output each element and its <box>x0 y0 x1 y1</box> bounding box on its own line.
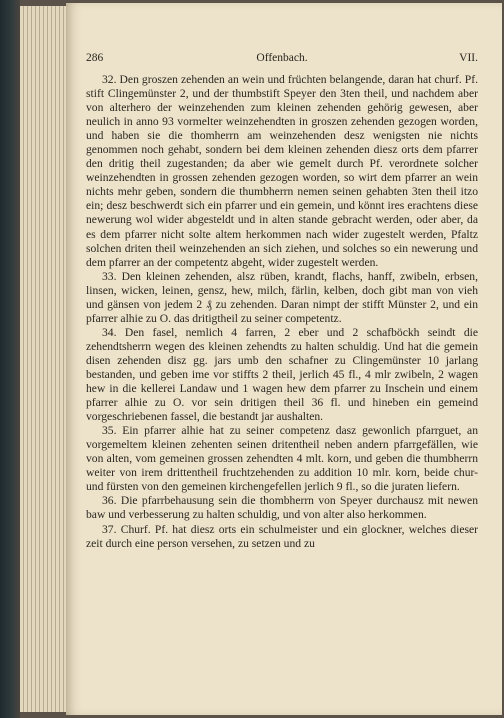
running-title: Offenbach. <box>256 52 308 64</box>
book-binding <box>0 0 20 718</box>
paragraph-33: 33. Den kleinen zehenden, alsz rüben, krandt, flachs, hanff, zwibeln, erbsen, linsen, wicken, leinen, gensz, hew, milch, färlin, kelben, doch gibt man von vieh und gänsen von jedem 2 ₰ zu zehenden. Daran nimpt der stifft Münster 2, und ein pfarrer alhie zu O. das dritigtheil zu seiner competentz. <box>86 269 478 325</box>
text-body <box>86 73 478 551</box>
page-number: 286 <box>86 52 104 64</box>
paragraph-35: 35. Ein pfarrer alhie hat zu seiner competenz dasz gewonlich pfarrguet, an vorgemeltem kleinen zehenten seinen dritentheil neben andern pfarrgefällen, wie von alten, vom gemeinen grossen zehendten 4 mlt. korn, und geben die thumbherrn weiter von irem drittentheil fruchtzehenden zu addition 10 mlr. korn, beide chur- und fürsten von den gemeinen kirchengefellen jerlich 9 fl., so die juraten liefern. <box>86 424 478 494</box>
paragraph-36: 36. Die pfarrbehausung sein die thombherrn von Speyer durchausz mit newen baw und verbesserung zu halten schuldig, und von alter also herkommen. <box>86 494 478 522</box>
chapter-numeral: VII. <box>459 52 478 64</box>
paragraph-32: 32. Den groszen zehenden an wein und früchten belangende, daran hat churf. Pf. stift Clingemünster 2, und der thumbstift Speyer den 3ten theil, und nachdem aber von alterhero der weinzehenden zum kleinen zehenden gehörig gewesen, aber neulich in anno 93 vormelter weinzehendten in groszen zehenden gezogen worden, und haben sie die thomherrn am weinzehenden desz wenigsten nie nichts genommen noch gehabt, sondern bei dem kleinen zehenden diesz orts dem pfarrer den dritig theil zugestanden; da aber wie gemelt durch Pf. verordnete solcher weinzehendten in grossen zehenden gezogen worden, so wirt dem pfarrer an wein nichts mehr geben, sondern die thumbherrn nemen seinen gehabten 3ten theil itzo ein; desz beschwerdt sich ein pfarrer und ein gemein, und könnt ires erachtens diese newerung wol wider abgesteldt und in alten stande gebracht werden, oder aber, da es dem pfarrer nicht solte altem herkommen nach wider zugestelt werden, Pfaltz solchen driten theil weinzehenden an sich ziehen, und solches so ein newerung und dem pfarrer an der competentz abgeht, wider zugestelt werden. <box>86 73 478 269</box>
page-edges <box>20 6 72 712</box>
paragraph-37: 37. Churf. Pf. hat diesz orts ein schulmeister und ein glockner, welches dieser zeit durch eine person versehen, zu setzen und zu <box>86 522 478 550</box>
paragraph-34: 34. Den fasel, nemlich 4 farren, 2 eber und 2 schafböckh seindt die zehendtsherrn wegen des kleinen zehendts zu halten schuldig. Und hat die gemein disen zehenden disz gg. jars umb den schafner zu Clingemünster 10 jarlang bestanden, und geben ime vor stiffts 2 theil, jerlich 45 fl., 4 mlr zwibeln, 2 wagen hew in die kellerei Landaw und 1 wagen hew dem pfarrer zu Inschein und einem pfarrer alhie zu O. vor sein dritigen theil 36 fl. und hineben ein gemeind vorgeschriebenen fassel, die bestandt jar aushalten. <box>86 325 478 424</box>
running-head <box>86 52 478 68</box>
